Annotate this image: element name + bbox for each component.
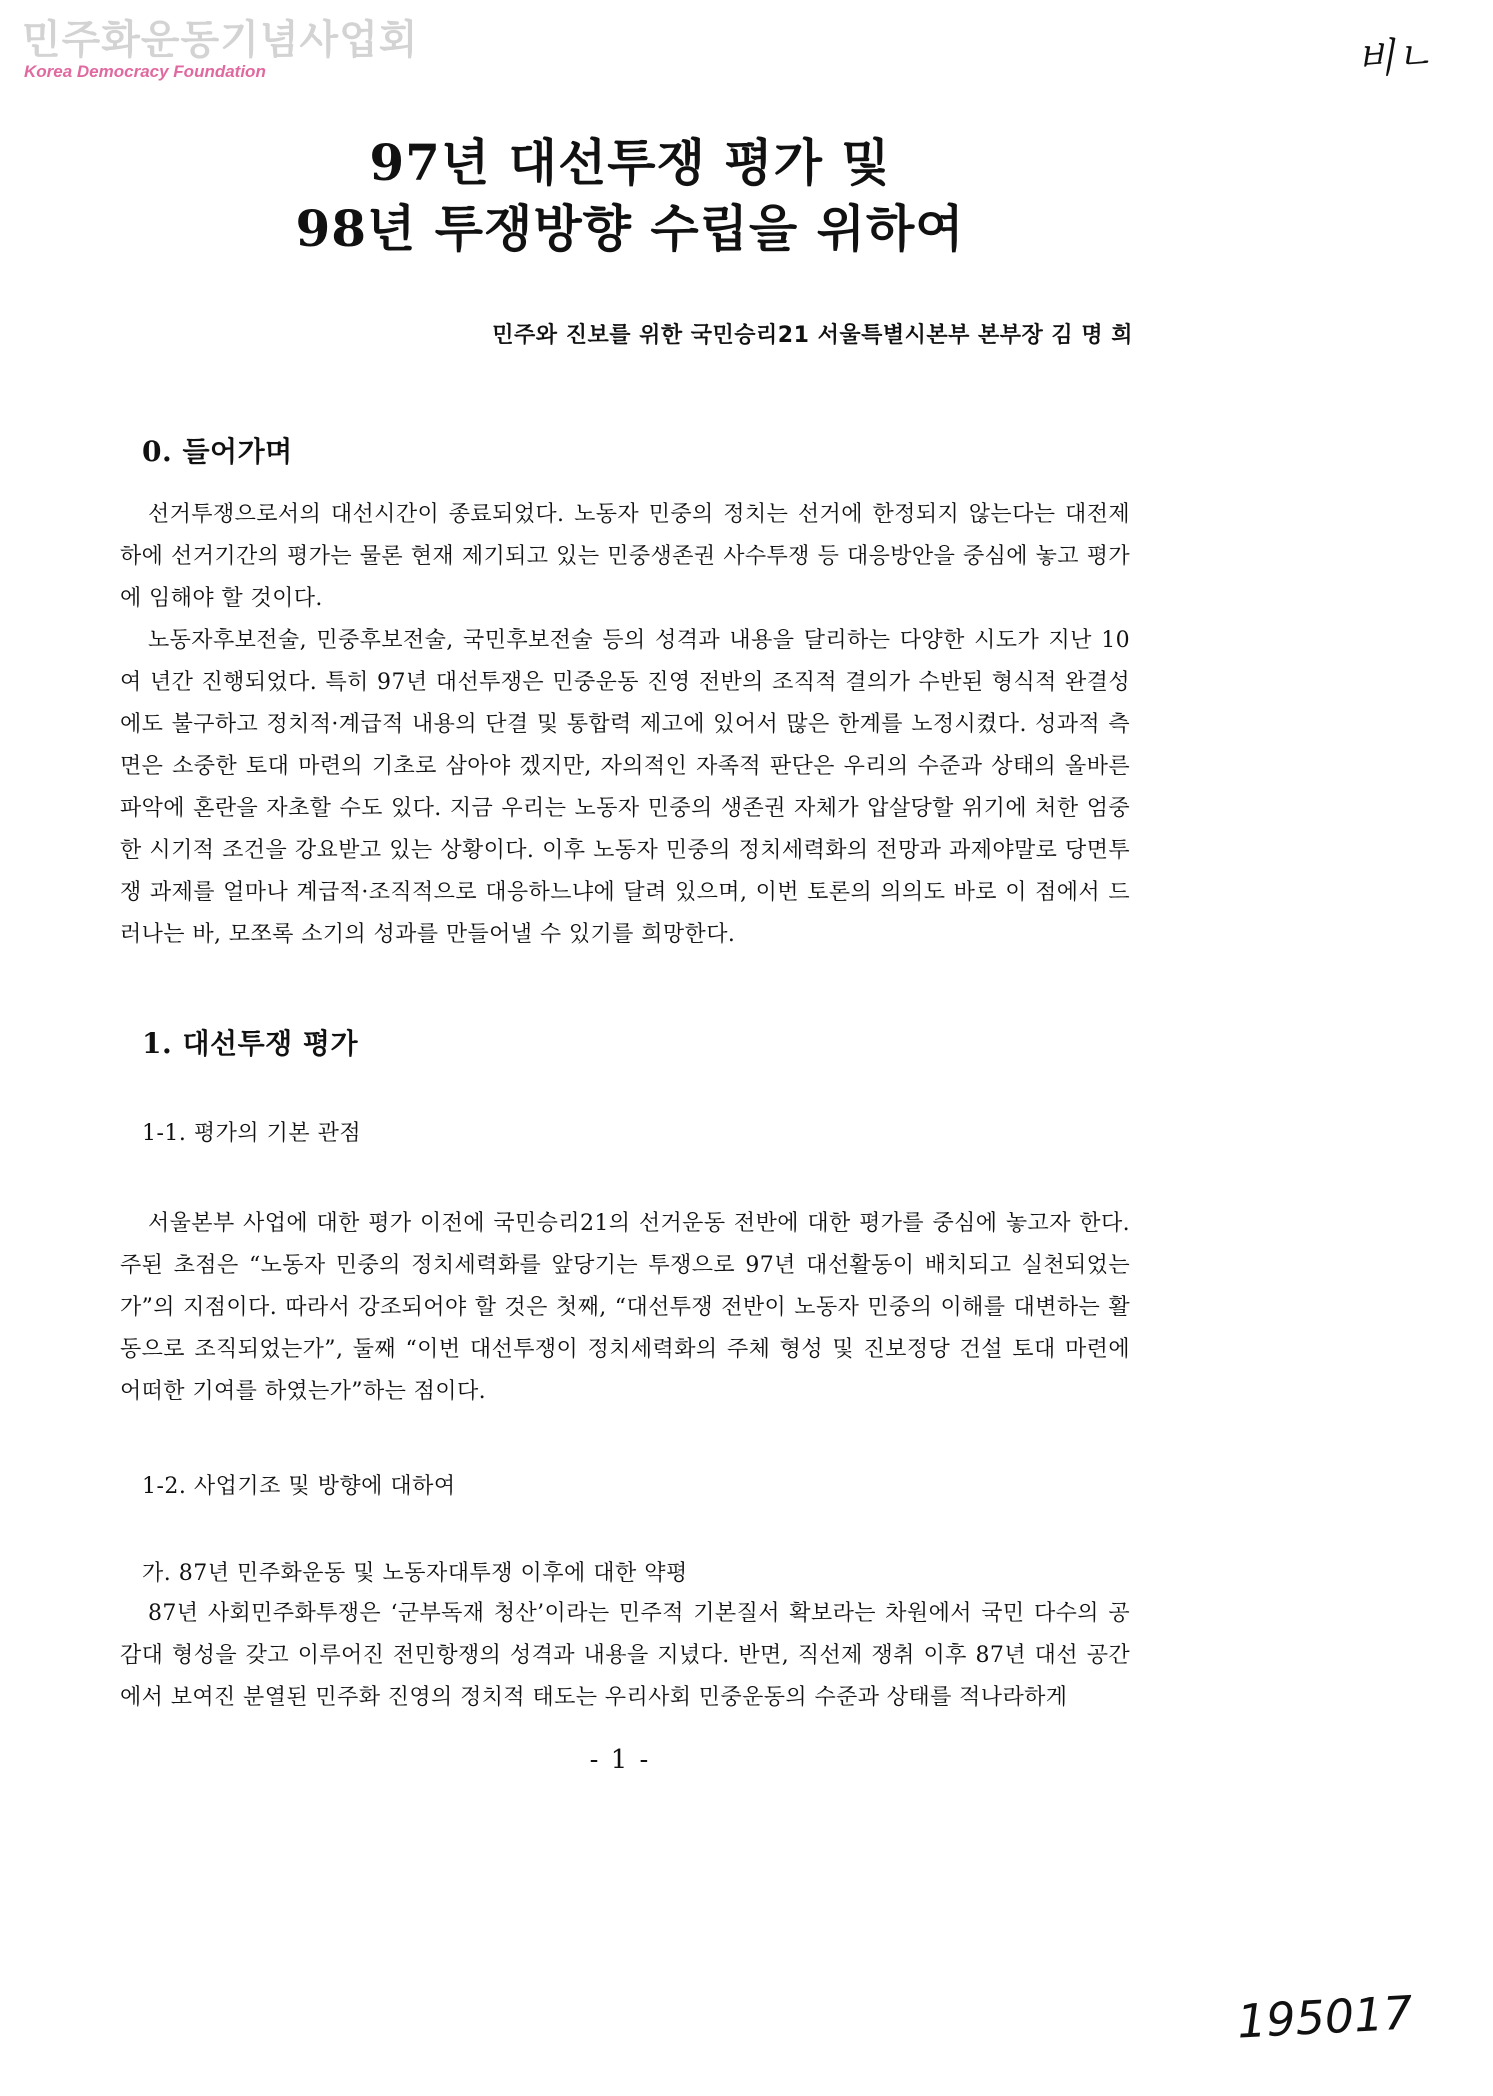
subsection-heading-1-1: 1-1. 평가의 기본 관점 (142, 1121, 362, 1146)
author-line: 민주와 진보를 위한 국민승리21 서울특별시본부 본부장 김 명 희 (492, 323, 1133, 348)
paragraph-intro-1: 선거투쟁으로서의 대선시간이 종료되었다. 노동자 민중의 정치는 선거에 한정되지 않는다는 대전제 하에 선거기간의 평가는 물론 현재 제기되고 있는 민중생존권 사수투쟁 등 대응방안을 중심에 놓고 평가에 임해야 할 것이다. (120, 502, 1130, 611)
watermark-korean: 민주화운동기념사업회 (22, 17, 419, 63)
title-line-1: 97년 대선투쟁 평가 및 (369, 133, 891, 192)
section-heading-intro: 0. 들어가며 (142, 435, 293, 468)
document-body (120, 420, 1130, 1719)
paragraph-intro-2: 노동자후보전술, 민중후보전술, 국민후보전술 등의 성격과 내용을 달리하는 다양한 시도가 지난 10여 년간 진행되었다. 특히 97년 대선투쟁은 민중운동 진영 전반의 조직적 결의가 수반된 형식적 완결성에도 불구하고 정치적·계급적 내용의 단결 및 통합력 제고에 있어서 많은 한계를 노정시켰다. 성과적 측면은 소중한 토대 마련의 기초로 삼아야 겠지만, 자의적인 자족적 판단은 우리의 수준과 상태의 올바른 파악에 혼란을 자초할 수도 있다. 지금 우리는 노동자 민중의 생존권 자체가 압살당할 위기에 처한 엄중한 시기적 조건을 강요받고 있는 상황이다. 이후 노동자 민중의 정치세력화의 전망과 과제야말로 당면투쟁 과제를 얼마나 계급적·조직적으로 대응하느냐에 달려 있으며, 이번 토론의 의의도 바로 이 점에서 드러나는 바, 모쪼록 소기의 성과를 만들어낼 수 있기를 희망한다. (120, 628, 1130, 947)
paragraph-1-1: 서울본부 사업에 대한 평가 이전에 국민승리21의 선거운동 전반에 대한 평가를 중심에 놓고자 한다. 주된 초점은 “노동자 민중의 정치세력화를 앞당기는 투쟁으로 97년 대선활동이 배치되고 실천되었는가”의 지점이다. 따라서 강조되어야 할 것은 첫째, “대선투쟁 전반이 노동자 민중의 이해를 대변하는 활동으로 조직되었는가”, 둘째 “이번 대선투쟁이 정치세력화의 주체 형성 및 진보정당 건설 토대 마련에 어떠한 기여를 하였는가”하는 점이다. (120, 1211, 1130, 1404)
document-title (0, 130, 1260, 262)
subsection-heading-1-2: 1-2. 사업기조 및 방향에 대하여 (142, 1474, 456, 1499)
page-number: - 1 - (589, 1745, 651, 1775)
watermark (22, 18, 418, 82)
handwritten-note-bottom: 195017 (1236, 1985, 1415, 2049)
handwritten-note-top: 비ㄴ (1354, 32, 1435, 84)
title-line-2: 98년 투쟁방향 수립을 위하여 (295, 199, 965, 258)
section-heading-1: 1. 대선투쟁 평가 (142, 1027, 359, 1060)
item-heading-1-2-a: 가. 87년 민주화운동 및 노동자대투쟁 이후에 대한 약평 (142, 1561, 688, 1586)
paragraph-1-2-a: 87년 사회민주화투쟁은 ‘군부독재 청산’이라는 민주적 기본질서 확보라는 차원에서 국민 다수의 공감대 형성을 갖고 이루어진 전민항쟁의 성격과 내용을 지녔다. 반면, 직선제 쟁취 이후 87년 대선 공간에서 보여진 분열된 민주화 진영의 정치적 태도는 우리사회 민중운동의 수준과 상태를 적나라하게 (120, 1601, 1130, 1710)
watermark-english: Korea Democracy Foundation (24, 62, 266, 81)
